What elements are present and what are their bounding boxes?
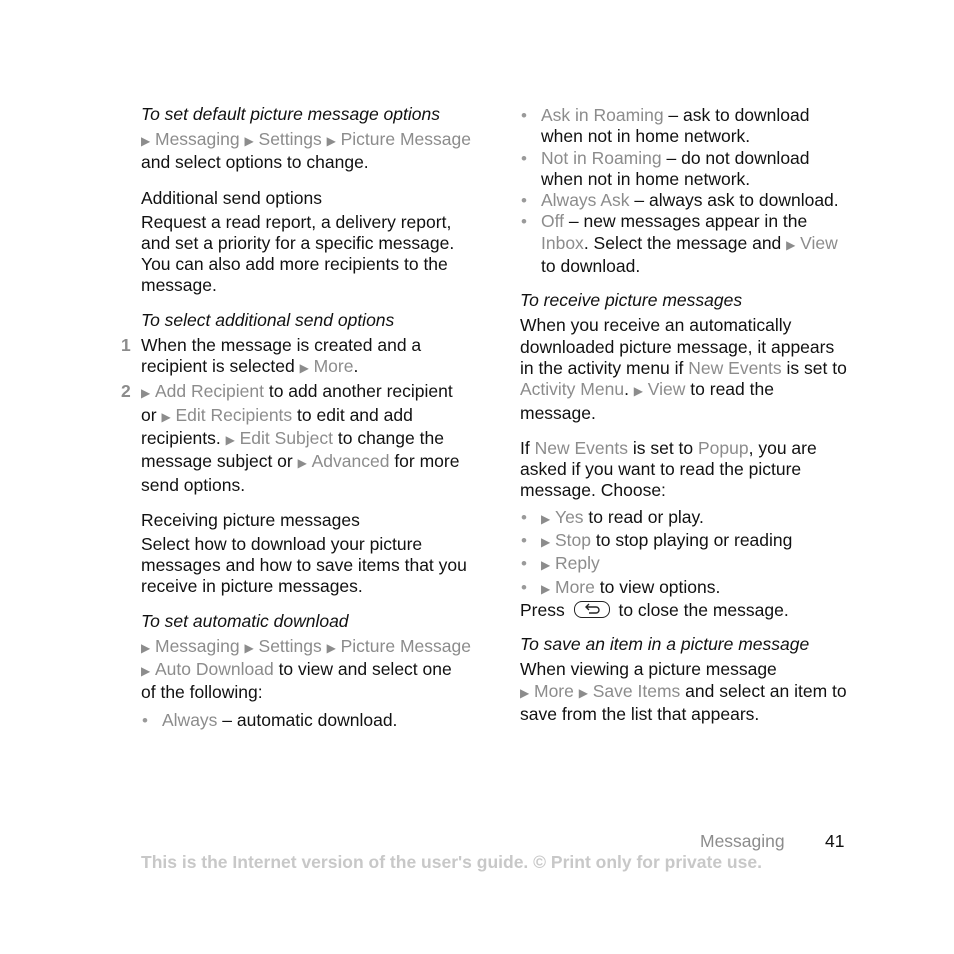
bullet-icon: • — [521, 148, 527, 168]
footer-disclaimer: This is the Internet version of the user's guide. © Print only for private use. — [141, 852, 762, 872]
folder-name: Inbox — [541, 232, 584, 253]
arrow-icon: ▶ — [541, 511, 551, 526]
paragraph-text: to close the message. — [613, 599, 789, 620]
menu-item: Edit Recipients — [175, 404, 293, 425]
page-number: 41 — [825, 831, 845, 851]
section-heading: Receiving picture messages — [141, 509, 360, 530]
paragraph-text: When you receive an automatically downloaded picture message, it appears in the activity menu if — [520, 315, 835, 378]
paragraph-text: to view and select one of the following: — [141, 659, 452, 703]
option-desc: to download. — [541, 256, 641, 277]
option-desc: – ask to download when not in home network. — [541, 105, 810, 147]
arrow-icon: ▶ — [786, 237, 796, 252]
arrow-icon: ▶ — [141, 664, 151, 679]
arrow-icon: ▶ — [578, 685, 588, 700]
paragraph-text: is set to — [627, 437, 698, 458]
bullet-icon: • — [521, 531, 527, 551]
option-desc: – automatic download. — [217, 709, 398, 730]
bullet-list — [141, 710, 471, 731]
option-desc: . Select the message and — [583, 232, 787, 253]
section-heading: To select additional send options — [141, 309, 395, 330]
bullet-icon: • — [521, 191, 527, 211]
option-name: Ask in Roaming — [541, 105, 664, 125]
option-name: Always — [162, 709, 218, 730]
paragraph-text: If — [520, 437, 535, 458]
paragraph-text: When viewing a picture message — [520, 659, 777, 680]
option-name: Always Ask — [541, 190, 630, 211]
left-column — [121, 104, 471, 731]
arrow-icon: ▶ — [161, 409, 171, 424]
bullet-list — [520, 105, 850, 277]
step-2 — [121, 381, 471, 495]
menu-path-item: Picture Message — [340, 129, 471, 149]
menu-item: More — [313, 356, 354, 377]
bullet-icon: • — [521, 577, 527, 597]
step-number: 1 — [121, 334, 131, 355]
list-item — [520, 577, 850, 600]
option-desc: – always ask to download. — [629, 190, 839, 211]
paragraph-text: and select an item to save from the list that appears. — [520, 680, 847, 724]
menu-item: Save Items — [592, 680, 681, 701]
bullet-icon: • — [521, 507, 527, 527]
list-item — [520, 148, 850, 191]
paragraph-text: Press — [520, 599, 570, 620]
step-text: When the message is created and a recipient is selected — [141, 334, 422, 377]
section-heading: To receive picture messages — [520, 290, 743, 311]
list-item — [520, 553, 850, 576]
paragraph-text: is set to — [781, 357, 847, 378]
paragraph — [520, 438, 850, 502]
menu-item: Stop — [555, 530, 591, 551]
paragraph — [141, 129, 471, 174]
option-name: Not in Roaming — [541, 147, 662, 168]
paragraph: Request a read report, a delivery report, and set a priority for a specific message. You can also add more recipients to the message. — [141, 211, 455, 296]
menu-item: View — [800, 232, 838, 253]
menu-item: Edit Subject — [239, 427, 334, 448]
menu-item: More — [534, 680, 574, 701]
menu-item: Reply — [555, 553, 600, 574]
paragraph — [141, 636, 471, 704]
bullet-icon: • — [521, 212, 527, 232]
list-item — [520, 105, 850, 148]
menu-item: Advanced — [311, 451, 390, 472]
list-item — [520, 211, 850, 277]
bullet-icon: • — [521, 554, 527, 574]
menu-path-item: Messaging — [155, 635, 240, 656]
arrow-icon: ▶ — [633, 384, 644, 399]
back-key-icon — [574, 601, 610, 618]
menu-path-item: Settings — [258, 129, 322, 149]
step-number: 2 — [121, 381, 131, 402]
paragraph — [520, 659, 850, 725]
arrow-icon: ▶ — [141, 640, 151, 655]
menu-path-item: Picture Message — [340, 635, 471, 656]
list-item — [520, 190, 850, 211]
step-text: for more send options. — [141, 451, 460, 495]
arrow-icon: ▶ — [326, 640, 336, 655]
menu-item: Yes — [555, 506, 584, 527]
menu-item: Add Recipient — [155, 381, 264, 402]
arrow-icon: ▶ — [326, 134, 336, 148]
arrow-icon: ▶ — [244, 134, 254, 148]
step-text: to add another recipient or — [141, 381, 453, 425]
arrow-icon: ▶ — [541, 581, 551, 596]
step-text: to change the message subject or — [141, 427, 444, 472]
section-heading: To set default picture message options — [141, 104, 440, 124]
paragraph-text: to read the message. — [520, 379, 774, 423]
paragraph: Select how to download your picture messages and how to save items that you receive in picture messages. — [141, 533, 467, 597]
setting-value: Popup — [698, 437, 749, 458]
section-heading: To set automatic download — [141, 610, 349, 631]
list-item — [520, 530, 850, 553]
choice-desc: to read or play. — [583, 506, 704, 527]
menu-path-item: Messaging — [155, 129, 240, 149]
list-item — [141, 710, 471, 731]
paragraph-text: . — [624, 379, 634, 400]
option-desc: – do not download when not in home network. — [541, 147, 810, 189]
option-desc: – new messages appear in the — [564, 211, 808, 232]
list-item — [520, 507, 850, 530]
bullet-icon: • — [521, 106, 527, 125]
section-heading: Additional send options — [141, 187, 322, 208]
step-1: 1 When the message is created and a recipient is selected ▶ More. — [141, 335, 471, 380]
choice-list — [520, 507, 850, 600]
choice-desc: to stop playing or reading — [591, 530, 793, 551]
menu-item: More — [555, 576, 595, 597]
step-text: to edit and add recipients. — [141, 404, 413, 448]
choice-desc: to view options. — [594, 576, 721, 597]
paragraph-text: and select options to change. — [141, 152, 369, 173]
bullet-icon: • — [142, 710, 148, 730]
arrow-icon: ▶ — [520, 685, 530, 700]
arrow-icon: ▶ — [244, 640, 254, 655]
arrow-icon: ▶ — [299, 361, 309, 376]
paragraph — [520, 600, 850, 621]
arrow-icon: ▶ — [541, 535, 551, 550]
menu-path-item: Settings — [258, 635, 322, 656]
paragraph-text: , you are asked if you want to read the picture message. Choose: — [520, 437, 817, 501]
option-name: Off — [541, 211, 565, 232]
menu-item: View — [647, 379, 686, 400]
menu-path-item: Auto Download — [155, 659, 274, 680]
arrow-icon: ▶ — [541, 558, 551, 573]
arrow-icon: ▶ — [141, 386, 151, 401]
right-column — [520, 105, 850, 739]
setting-name: New Events — [534, 437, 628, 458]
arrow-icon: ▶ — [141, 134, 151, 148]
footer-section-name: Messaging — [700, 831, 785, 851]
section-heading: To save an item in a picture message — [520, 634, 810, 655]
arrow-icon: ▶ — [297, 456, 307, 471]
setting-value: Activity Menu — [520, 379, 625, 400]
arrow-icon: ▶ — [225, 432, 235, 447]
setting-name: New Events — [688, 357, 782, 378]
paragraph — [520, 315, 850, 423]
